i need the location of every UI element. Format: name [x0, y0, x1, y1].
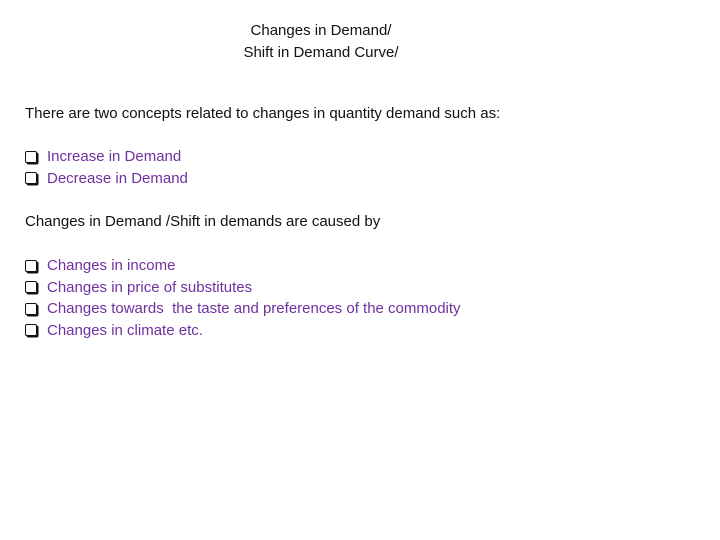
slide-title — [0, 20, 642, 64]
list-item-label: Changes towards the taste and preferences of the commodity — [47, 300, 461, 318]
checkbox-icon — [25, 151, 37, 163]
list-item — [25, 298, 461, 320]
title-line-2: Shift in Demand Curve/ — [243, 44, 399, 61]
list-item-label: Changes in income — [47, 257, 176, 275]
checkbox-icon — [25, 281, 37, 293]
list-item-label: Changes in climate etc. — [47, 321, 203, 339]
list-item-label: Changes in price of substitutes — [47, 278, 253, 296]
list-item — [25, 255, 461, 277]
concepts-list — [25, 146, 188, 189]
list-item-label: Decrease in Demand — [47, 169, 188, 187]
list-item — [25, 168, 188, 190]
checkbox-icon — [25, 324, 37, 336]
causes-list — [25, 255, 461, 341]
intro-text: There are two concepts related to changes in quantity demand such as: — [25, 105, 501, 122]
checkbox-icon — [25, 172, 37, 184]
list-item — [25, 320, 461, 342]
checkbox-icon — [25, 260, 37, 272]
checkbox-icon — [25, 303, 37, 315]
causes-heading: Changes in Demand /Shift in demands are caused by — [25, 213, 381, 230]
list-item — [25, 277, 461, 299]
title-line-1: Changes in Demand/ — [250, 22, 392, 39]
list-item — [25, 146, 188, 168]
list-item-label: Increase in Demand — [47, 148, 182, 166]
